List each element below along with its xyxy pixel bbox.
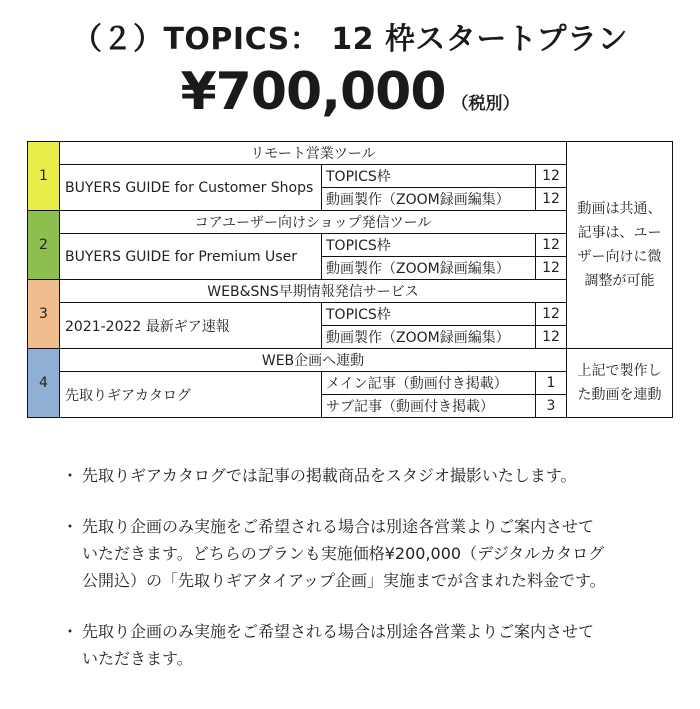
page-title: （２）TOPICS： 12 枠スタートプラン <box>71 22 629 57</box>
item-label: 動画製作（ZOOM録画編集） <box>322 188 536 211</box>
category-title: WEB&SNS早期情報発信サービス <box>60 280 567 303</box>
item-label: TOPICS枠 <box>322 234 536 257</box>
item-label: 動画製作（ZOOM録画編集） <box>322 326 536 349</box>
side-note-bottom <box>567 349 673 418</box>
side-note-line: ザー向けに微 <box>577 249 662 265</box>
item-count: 12 <box>536 234 567 257</box>
notes-list <box>68 462 678 696</box>
note-item <box>68 618 678 672</box>
side-note-top <box>567 142 673 349</box>
side-note-line: 調整が可能 <box>584 273 655 289</box>
item-count: 12 <box>536 165 567 188</box>
item-label: サブ記事（動画付き掲載） <box>322 395 536 418</box>
item-count: 1 <box>536 372 567 395</box>
category-number: 1 <box>28 142 60 211</box>
category-title: WEB企画へ連動 <box>60 349 567 372</box>
item-label: 動画製作（ZOOM録画編集） <box>322 257 536 280</box>
note-line: 公開込）の「先取りギアタイアップ企画」実施までが含まれた料金です。 <box>82 571 606 590</box>
product-name: BUYERS GUIDE for Premium User <box>60 234 322 280</box>
item-count: 3 <box>536 395 567 418</box>
side-note-line: 上記で製作し <box>577 363 662 379</box>
note-line: ・ 先取り企画のみ実施をご希望される場合は別途各営業よりご案内させて <box>82 622 595 641</box>
product-name: 先取りギアカタログ <box>60 372 322 418</box>
item-label: メイン記事（動画付き掲載） <box>322 372 536 395</box>
item-count: 12 <box>536 326 567 349</box>
product-name: 2021-2022 最新ギア速報 <box>60 303 322 349</box>
price: ¥700,000 <box>180 62 446 122</box>
side-note-line: 記事は、ユー <box>577 225 662 241</box>
note-line: ・ 先取りギアカタログでは記事の掲載商品をスタジオ撮影いたします。 <box>82 466 577 485</box>
price-block <box>0 62 700 122</box>
category-number: 3 <box>28 280 60 349</box>
note-line: いただきます。どちらのプランも実施価格¥200,000（デジタルカタログ <box>82 544 605 563</box>
note-item <box>68 462 678 489</box>
category-number: 2 <box>28 211 60 280</box>
note-line: ・ 先取り企画のみ実施をご希望される場合は別途各営業よりご案内させて <box>82 517 595 536</box>
category-title: リモート営業ツール <box>60 142 567 165</box>
category-title: コアユーザー向けショップ発信ツール <box>60 211 567 234</box>
category-1-header-row <box>28 142 673 165</box>
product-name: BUYERS GUIDE for Customer Shops <box>60 165 322 211</box>
note-line: いただきます。 <box>82 649 193 668</box>
note-item <box>68 513 678 594</box>
side-note-line: た動画を連動 <box>577 387 662 403</box>
tax-note: （税別） <box>451 94 520 114</box>
plan-table <box>27 141 673 418</box>
category-4-header-row <box>28 349 673 372</box>
item-count: 12 <box>536 303 567 326</box>
item-label: TOPICS枠 <box>322 165 536 188</box>
item-label: TOPICS枠 <box>322 303 536 326</box>
item-count: 12 <box>536 257 567 280</box>
side-note-line: 動画は共通、 <box>577 201 662 217</box>
item-count: 12 <box>536 188 567 211</box>
category-number: 4 <box>28 349 60 418</box>
